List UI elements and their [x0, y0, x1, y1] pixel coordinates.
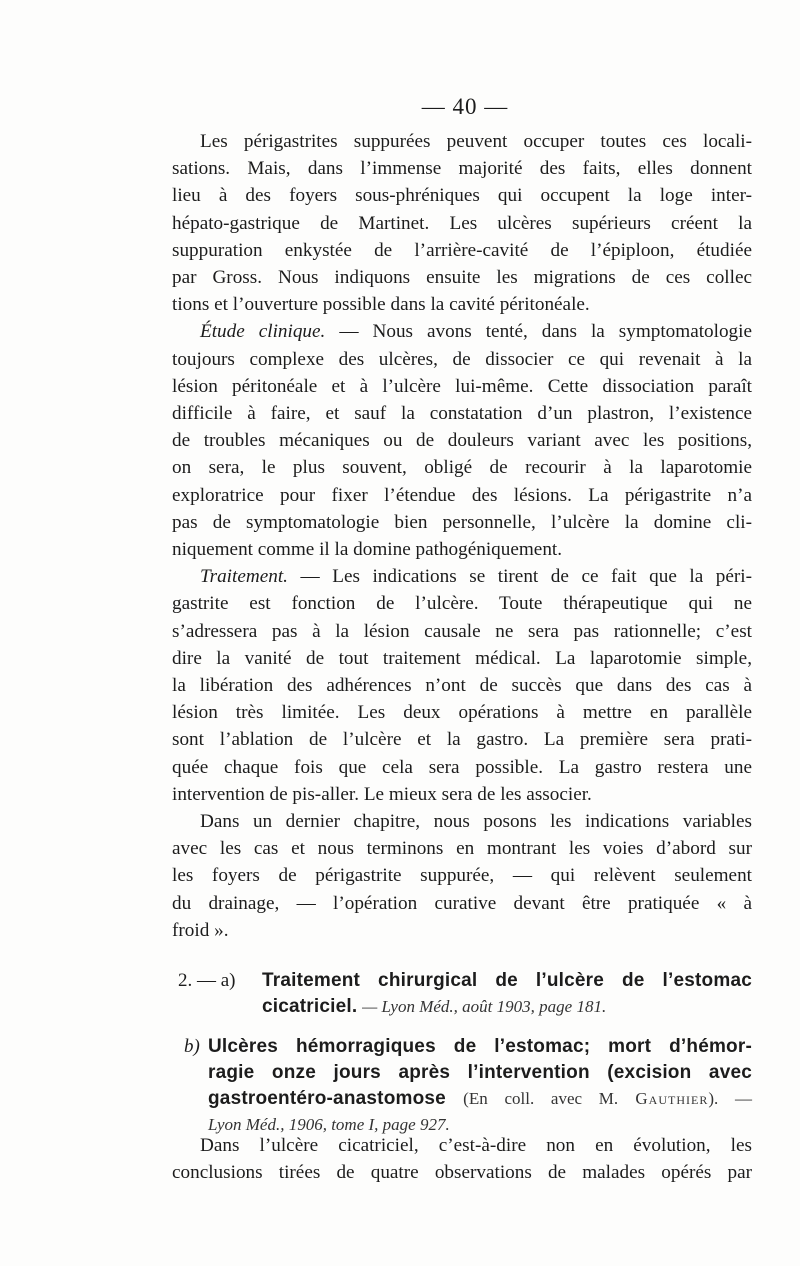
entry-title: ragie onze jours après l’intervention (excision avec — [208, 1062, 752, 1083]
text-line: difficile à faire, et sauf la constatation d’un plastron, l’existence — [172, 403, 752, 425]
entry-body — [172, 1034, 752, 1138]
text-line: dire la vanité de tout traitement médical. La laparotomie simple, — [172, 647, 752, 669]
paragraph-etude-clinique — [172, 318, 752, 563]
text-line: suppuration enkystée de l’arrière-cavité de l’épiploon, étudiée — [172, 239, 752, 261]
text-line: sations. Mais, dans l’immense majorité des faits, elles donnent — [172, 158, 752, 180]
text-line: niquement comme il la domine pathogéniquement. — [172, 539, 563, 561]
paragraph-dernier-chapitre — [172, 808, 752, 944]
text-line: sont l’ablation de l’ulcère et la gastro. La première sera prati- — [172, 729, 752, 751]
text-line: par Gross. Nous indiquons ensuite les migrations de ces collec — [172, 267, 752, 289]
publication-entry-2b — [172, 1034, 752, 1138]
text-line: conclusions tirées de quatre observations de malades opérés par — [172, 1162, 752, 1184]
publication-list — [172, 968, 752, 1152]
text-line: froid ». — [172, 919, 229, 941]
text-line: on sera, le plus souvent, obligé de recourir à la laparotomie — [172, 457, 752, 479]
text-line: la libération des adhérences n’ont de succès que dans des cas à — [172, 675, 752, 697]
text-line — [172, 563, 752, 590]
text-line: lésion péritonéale et à l’ulcère lui-même. Cette dissociation paraît — [172, 375, 752, 397]
entry-reference: Lyon Méd., 1906, tome I, page 927. — [208, 1115, 450, 1134]
text-line: Les périgastrites suppurées peuvent occuper toutes ces locali- — [200, 131, 752, 152]
text-line: quée chaque fois que cela sera possible. La gastro restera une — [172, 756, 752, 778]
text-line: lieu à des foyers sous-phréniques qui occupent la loge inter- — [172, 185, 752, 207]
text-line: avec les cas et nous terminons en montrant les voies d’abord sur — [172, 838, 752, 860]
entry-collab-tail: ). — — [708, 1089, 752, 1108]
entry-title: gastroentéro-anastomose — [208, 1088, 446, 1109]
entry-reference: — Lyon Méd., août 1903, page 181. — [362, 997, 607, 1016]
publication-entry-2a — [172, 968, 752, 1020]
entry-title: Traitement chirurgical de l’ulcère de l’estomac — [262, 970, 752, 991]
entry-author: Gauthier — [635, 1089, 709, 1108]
text-line: tions et l’ouverture possible dans la cavité péritonéale. — [172, 294, 590, 316]
entry-collab: (En coll. avec M. — [463, 1089, 619, 1108]
text-line: intervention de pis-aller. Le mieux sera de les associer. — [172, 783, 592, 805]
text-line: les foyers de périgastrite suppurée, — qui relèvent seulement — [172, 865, 752, 887]
text-line: exploratrice pour fixer l’étendue des lésions. La périgastrite n’a — [172, 484, 752, 506]
section-heading-etude: Étude clinique. — [200, 321, 326, 343]
text-line: Dans un dernier chapitre, nous posons les indications variables — [200, 811, 752, 833]
text-line: s’adressera pas à la lésion causale ne sera pas rationnelle; c’est — [172, 620, 752, 642]
text-line: de troubles mécaniques ou de douleurs variant avec les positions, — [172, 430, 752, 452]
body-text — [172, 128, 752, 944]
text-fragment: — Les indications se tirent de ce fait que la péri- — [300, 566, 752, 588]
page-number: — 40 — — [421, 94, 509, 119]
section-heading-traitement: Traitement. — [200, 566, 288, 588]
text-line — [172, 318, 752, 345]
closing-text — [172, 1132, 752, 1186]
text-line: lésion très limitée. Les deux opérations à mettre en parallèle — [172, 702, 752, 724]
text-line: toujours complexe des ulcères, de dissocier ce qui revenait à la — [172, 348, 752, 370]
text-line: du drainage, — l’opération curative devant être pratiquée « à — [172, 892, 752, 914]
entry-title-line — [208, 1086, 752, 1112]
entry-body — [172, 968, 752, 1020]
entry-number: 2. — a) — [178, 970, 236, 991]
entry-title-line — [262, 994, 752, 1020]
entry-number: b) — [184, 1036, 200, 1057]
paragraph-perigastrites — [172, 128, 752, 318]
text-line: hépato-gastrique de Martinet. Les ulcères supérieurs créent la — [172, 212, 752, 234]
text-line: Dans l’ulcère cicatriciel, c’est-à-dire non en évolution, les — [200, 1135, 752, 1156]
text-line: gastrite est fonction de l’ulcère. Toute thérapeutique qui ne — [172, 593, 752, 615]
entry-title: Ulcères hémorragiques de l’estomac; mort d’hémor- — [208, 1036, 752, 1057]
text-line: pas de symptomatologie bien personnelle, l’ulcère la domine cli- — [172, 511, 752, 533]
paragraph-traitement — [172, 563, 752, 808]
entry-title: cicatriciel. — [262, 996, 358, 1017]
text-fragment: — Nous avons tenté, dans la symptomatologie — [339, 321, 753, 343]
